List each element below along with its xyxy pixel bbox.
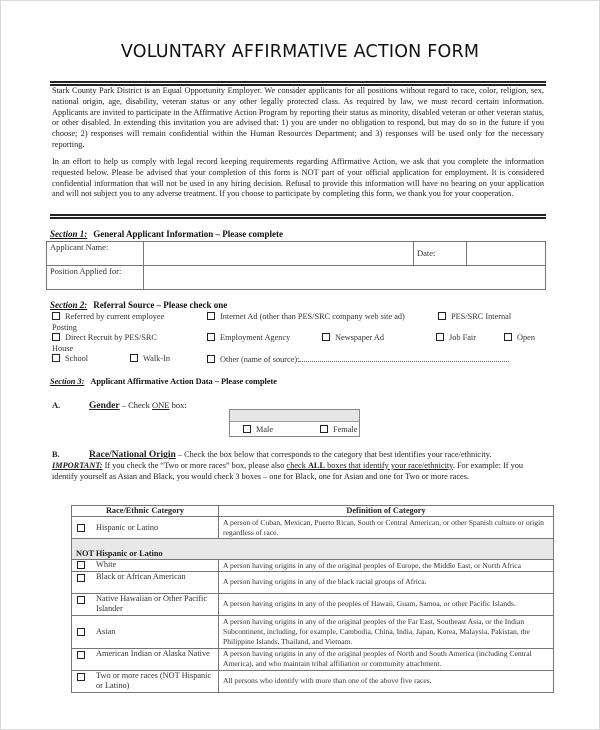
option-label: Newspaper Ad	[335, 333, 385, 342]
position-label: Position Applied for:	[47, 266, 144, 290]
section2-heading	[50, 300, 227, 310]
checkbox-icon[interactable]	[436, 333, 444, 341]
race-row-white	[72, 560, 554, 571]
category-definition: A person of Cuban, Mexican, Puerto Rican, South or Central American, or other Spanish culture or origin regardless of race.	[219, 517, 554, 539]
race-option-hawaiian[interactable]	[72, 593, 219, 615]
race-text: – Check the box below that corresponds to the category that best identifies your race/ethnicity.	[175, 450, 492, 459]
referral-option-internal[interactable]	[438, 312, 511, 322]
option-label: School	[65, 354, 89, 363]
checkbox-icon[interactable]	[438, 312, 446, 320]
applicant-name-field[interactable]	[144, 242, 414, 266]
race-option-hispanic[interactable]	[72, 517, 219, 539]
referral-option-open-house[interactable]	[504, 333, 535, 343]
race-table	[71, 505, 554, 693]
option-label: Direct Recruit by PES/SRC	[65, 333, 157, 342]
category-definition: A person having origins in any of the black racial groups of Africa.	[219, 571, 554, 593]
checkbox-icon[interactable]	[77, 651, 85, 659]
section3-title: Applicant Affirmative Action Data – Please complete	[90, 377, 277, 386]
date-field[interactable]	[467, 242, 546, 266]
race-underline	[287, 461, 453, 470]
gender-box	[229, 409, 360, 437]
section3-heading	[50, 377, 277, 386]
referral-option-school[interactable]	[52, 354, 88, 364]
section3-number: Section 3:	[50, 377, 85, 386]
race-option-asian[interactable]	[72, 615, 219, 648]
race-option-american-indian[interactable]	[72, 648, 219, 670]
race-underline-text: check	[286, 460, 308, 470]
checkbox-icon[interactable]	[77, 561, 85, 569]
category-label: Two or more races (NOT Hispanic or Latino)	[96, 670, 212, 691]
section1-number: Section 1:	[50, 229, 88, 239]
category-label: Black or African American	[96, 571, 186, 581]
category-definition: All persons who identify with more than one of the above five races.	[219, 670, 554, 692]
option-label: Other (name of source):	[220, 355, 300, 364]
option-label: PES/SRC Internal	[451, 312, 512, 321]
referral-option-agency[interactable]	[207, 333, 290, 343]
option-label: Job Fair	[449, 333, 476, 342]
intro-divider	[50, 214, 546, 219]
referral-option-newspaper[interactable]	[322, 333, 384, 343]
gender-option-male[interactable]	[243, 425, 273, 434]
referral-option-walk-in[interactable]	[130, 354, 170, 364]
race-row-black	[72, 571, 554, 593]
race-title: Race/National Origin	[89, 450, 176, 460]
referral-row-3	[52, 354, 552, 364]
race-option-white[interactable]	[72, 560, 219, 571]
gender-title: Gender	[89, 401, 120, 411]
referral-option-job-fair[interactable]	[436, 333, 476, 343]
referral-wrap-house: House	[52, 344, 74, 353]
gender-option-female[interactable]	[320, 425, 357, 434]
checkbox-icon[interactable]	[52, 354, 60, 362]
gender-instruction: – Check	[119, 400, 152, 410]
race-text: If you check the “Two or more races” box, please also	[102, 460, 287, 470]
checkbox-icon[interactable]	[77, 628, 85, 636]
option-label: Open	[517, 333, 535, 342]
race-row-two-or-more	[72, 670, 554, 692]
section1-heading	[50, 229, 283, 239]
option-label: Walk-In	[143, 354, 170, 363]
option-label: Female	[333, 425, 358, 434]
category-definition: A person having origins in any of the original peoples of Europe, the Middle East, or North Africa	[219, 560, 554, 571]
gender-instruction-one: ONE	[151, 400, 170, 410]
referral-option-internet-ad[interactable]	[207, 312, 405, 322]
category-label: Hispanic or Latino	[96, 522, 159, 532]
checkbox-icon[interactable]	[207, 355, 215, 363]
checkbox-icon[interactable]	[52, 333, 60, 341]
referral-option-employee[interactable]	[52, 312, 164, 322]
checkbox-icon[interactable]	[77, 524, 85, 532]
position-field[interactable]	[144, 266, 546, 290]
referral-option-other[interactable]	[207, 354, 509, 365]
gender-heading	[52, 400, 187, 411]
gender-box-header	[230, 410, 359, 422]
race-option-two-or-more[interactable]	[72, 670, 219, 692]
race-letter: B.	[52, 450, 60, 459]
category-label: Native Hawaiian or Other Pacific Islander	[96, 593, 208, 614]
option-label: Male	[256, 425, 274, 434]
referral-row-2	[52, 333, 552, 343]
gender-instruction-end: box:	[169, 400, 187, 410]
category-label: American Indian or Alaska Native	[96, 648, 210, 658]
checkbox-icon[interactable]	[207, 333, 215, 341]
section2-number: Section 2:	[50, 300, 88, 310]
option-label: Referred by current employee	[65, 312, 165, 321]
option-label: Employment Agency	[220, 333, 291, 342]
race-option-black[interactable]	[72, 571, 219, 593]
category-definition: A person having origins in any of the original peoples of North and South America (including Central America), and who maintain tribal affiliation or community attachment.	[219, 648, 554, 670]
checkbox-icon[interactable]	[320, 425, 328, 433]
referral-option-direct-recruit[interactable]	[52, 333, 157, 343]
checkbox-icon[interactable]	[77, 673, 85, 681]
checkbox-icon[interactable]	[77, 596, 85, 604]
referral-wrap-posting: Posting	[52, 323, 77, 332]
checkbox-icon[interactable]	[77, 574, 85, 582]
section1-title: General Applicant Information – Please complete	[93, 229, 283, 239]
checkbox-icon[interactable]	[207, 312, 215, 320]
race-subheader: NOT Hispanic or Latino	[72, 539, 554, 560]
category-label: White	[96, 560, 117, 570]
race-underline-text: boxes that identify your race/ethnicity	[325, 460, 453, 470]
applicant-name-label: Applicant Name:	[47, 242, 144, 266]
checkbox-icon[interactable]	[504, 333, 512, 341]
referral-row-1	[52, 312, 552, 322]
race-col-header-category: Race/Ethnic Category	[72, 506, 219, 517]
other-source-input[interactable]	[299, 354, 509, 362]
race-row-hawaiian	[72, 593, 554, 615]
checkbox-icon[interactable]	[52, 312, 60, 320]
race-important: IMPORTANT:	[52, 460, 103, 470]
gender-letter: A.	[52, 400, 61, 410]
gender-options	[230, 422, 359, 438]
category-definition: A person having origins in any of the original peoples of the Far East, Southeast Asia, or the Indian Subcontinent, including, for example, Cambodia, China, India, Japan, Korea, Malaysia, Pakistan, the Philippine Islands, Thailand, and Vietnam.	[219, 615, 554, 648]
race-row-hispanic	[72, 517, 554, 539]
checkbox-icon[interactable]	[243, 425, 251, 433]
race-row-american-indian	[72, 648, 554, 670]
option-label: Internet Ad (other than PES/SRC company web site ad)	[220, 312, 405, 321]
category-label: Asian	[96, 626, 116, 636]
applicant-info-table	[46, 241, 546, 290]
race-instructions	[52, 450, 532, 482]
category-definition: A person having origins in any of the peoples of Hawaii, Guam, Samoa, or other Pacific Islands.	[219, 593, 554, 615]
intro-paragraph-1: Stark County Park District is an Equal Opportunity Employer. We consider applicants for all positions without regard to race, color, religion, sex, national origin, age, disability, veteran status or any other legally protected class. As required by law, we must record certain information. Applicants are invited to participate in the Affirmative Action Program by reporting their status as minority, disabled veteran or other veteran status, or other disabled. In extending this invitation you are advised that: 1) you are under no obligation to respond, but may do so in the future if you choose; 2) responses will remain confidential within the Human Resources Department; and 3) responses will be used only for the necessary reporting.	[52, 86, 544, 149]
intro-paragraph-2: In an effort to help us comply with legal record keeping requirements regarding Affirmative Action, we ask that you complete the information requested below. Please be advised that your completion of this form is NOT part of your official application for employment. It is considered confidential information that will not be used in any hiring decision. Refusal to provide this information will have no bearing on your application and will not subject you to any adverse treatment. If you choose to participate by completing this form, we thank you for your cooperation.	[52, 157, 544, 199]
race-text: . For example: If you identify yourself as Asian and Black, you would check 3 boxes – one for Black, one for Asian and one for Two or more races.	[52, 460, 524, 481]
date-label: Date:	[414, 242, 467, 266]
race-col-header-definition: Definition of Category	[219, 506, 554, 517]
checkbox-icon[interactable]	[130, 354, 138, 362]
race-row-asian	[72, 615, 554, 648]
form-title: VOLUNTARY AFFIRMATIVE ACTION FORM	[120, 42, 480, 62]
checkbox-icon[interactable]	[322, 333, 330, 341]
section2-title: Referral Source – Please check one	[93, 300, 228, 310]
race-underline-bold: ALL	[307, 460, 325, 470]
